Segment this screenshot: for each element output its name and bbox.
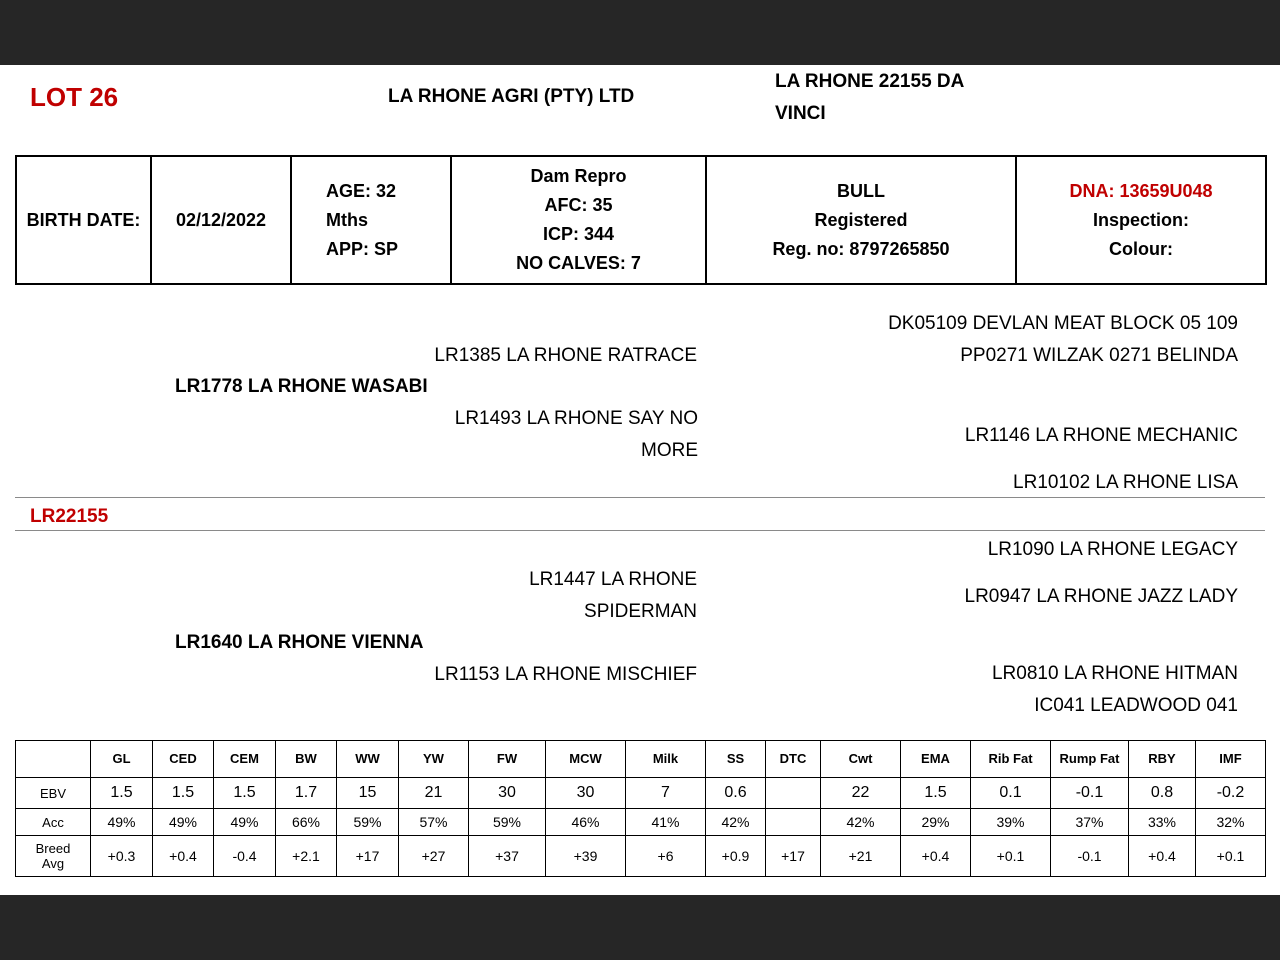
ebv-value-cell: -0.4 (214, 836, 276, 877)
afc-value: AFC: 35 (544, 195, 613, 215)
birth-date-value: 02/12/2022 (175, 209, 267, 230)
ebv-row-label: Acc (16, 809, 91, 836)
ebv-column-header: CEM (214, 741, 276, 778)
pedigree-dam-dam: LR1153 LA RHONE MISCHIEF (434, 664, 697, 685)
ebv-value-cell: 32% (1196, 809, 1266, 836)
colour-label: Colour: (1109, 238, 1173, 259)
ebv-value-cell: 0.1 (971, 778, 1051, 809)
pedigree-sire-dam-sire: LR1146 LA RHONE MECHANIC (964, 425, 1238, 446)
ebv-value-cell: 15 (337, 778, 399, 809)
ebv-column-header: WW (337, 741, 399, 778)
ebv-table (15, 740, 1266, 877)
ebv-value-cell: 30 (546, 778, 626, 809)
ebv-value-cell: 42% (821, 809, 901, 836)
reg-no-value: Reg. no: 8797265850 (772, 238, 950, 259)
birth-date-label: BIRTH DATE: (26, 209, 141, 230)
ebv-value-cell: +0.9 (706, 836, 766, 877)
ebv-column-header: GL (91, 741, 153, 778)
sex-value: BULL (837, 180, 885, 201)
pedigree-dam-sire: LR1447 LA RHONE SPIDERMAN (529, 569, 697, 622)
ebv-column-header: Cwt (821, 741, 901, 778)
ebv-value-cell: 1.5 (91, 778, 153, 809)
ebv-value-cell: -0.1 (1051, 778, 1129, 809)
birth-date-value-cell (151, 156, 291, 284)
ebv-value-cell: 37% (1051, 809, 1129, 836)
ebv-value-cell: +0.4 (153, 836, 214, 877)
ebv-value-cell: +17 (766, 836, 821, 877)
ebv-column-header: SS (706, 741, 766, 778)
ebv-value-cell: 21 (399, 778, 469, 809)
ebv-value-cell: +0.1 (971, 836, 1051, 877)
pedigree-dam-dam-sire: LR0810 LA RHONE HITMAN (991, 663, 1238, 684)
ebv-value-cell: 7 (626, 778, 706, 809)
ebv-value-cell: 59% (469, 809, 546, 836)
ebv-value-cell: 22 (821, 778, 901, 809)
pedigree-sire-sire-dam: PP0271 WILZAK 0271 BELINDA (960, 345, 1238, 366)
ebv-value-cell: 33% (1129, 809, 1196, 836)
ebv-value-cell: +0.1 (1196, 836, 1266, 877)
animal-title: LA RHONE 22155 DA VINCI (775, 71, 964, 124)
ebv-corner-cell (16, 741, 91, 778)
ebv-value-cell: +21 (821, 836, 901, 877)
ebv-row-acc (16, 809, 1266, 836)
ebv-value-cell: +0.4 (1129, 836, 1196, 877)
pedigree-dam-sire-sire: LR1090 LA RHONE LEGACY (987, 539, 1238, 560)
registration-cell (706, 156, 1016, 284)
pedigree-chart (0, 290, 1280, 735)
ebv-value-cell: +39 (546, 836, 626, 877)
company-name: LA RHONE AGRI (PTY) LTD (388, 86, 635, 107)
ebv-column-header: CED (153, 741, 214, 778)
dam-repro-title: Dam Repro (530, 166, 627, 186)
pedigree-sire-dam: LR1493 LA RHONE SAY NO MORE (454, 408, 698, 461)
lot-number: LOT 26 (30, 82, 119, 112)
ebv-value-cell: 30 (469, 778, 546, 809)
ebv-value-cell: 49% (153, 809, 214, 836)
pedigree-sire: LR1778 LA RHONE WASABI (175, 376, 428, 397)
ebv-column-header: FW (469, 741, 546, 778)
pedigree-dam-dam-dam: IC041 LEADWOOD 041 (1034, 695, 1238, 716)
ebv-value-cell: 49% (214, 809, 276, 836)
ebv-value-cell: 0.8 (1129, 778, 1196, 809)
ebv-value-cell: +37 (469, 836, 546, 877)
inspection-label: Inspection: (1092, 209, 1189, 230)
ebv-row-ebv (16, 778, 1266, 809)
ebv-row-breed-avg (16, 836, 1266, 877)
ebv-value-cell: 39% (971, 809, 1051, 836)
ebv-value-cell: -0.1 (1051, 836, 1129, 877)
ebv-value-cell: 57% (399, 809, 469, 836)
ebv-value-cell: +17 (337, 836, 399, 877)
pedigree-dam-sire-dam: LR0947 LA RHONE JAZZ LADY (964, 586, 1238, 607)
ebv-value-cell: +0.3 (91, 836, 153, 877)
registered-label: Registered (814, 209, 908, 230)
ebv-value-cell: 41% (626, 809, 706, 836)
ebv-header-row (16, 741, 1266, 778)
ebv-value-cell: 66% (276, 809, 337, 836)
ebv-column-header: DTC (766, 741, 821, 778)
ebv-column-header: RBY (1129, 741, 1196, 778)
info-table (15, 155, 1267, 285)
top-black-bar (0, 0, 1280, 65)
bottom-black-bar (0, 895, 1280, 960)
pedigree-sire-sire-sire: DK05109 DEVLAN MEAT BLOCK 05 109 (888, 313, 1238, 334)
pedigree-divider-top (15, 497, 1265, 498)
ebv-value-cell: 59% (337, 809, 399, 836)
ebv-value-cell (766, 778, 821, 809)
icp-value: ICP: 344 (542, 224, 615, 244)
ebv-column-header: Rump Fat (1051, 741, 1129, 778)
app-value: APP: SP (326, 238, 399, 259)
ebv-column-header: BW (276, 741, 337, 778)
ebv-column-header: Milk (626, 741, 706, 778)
ebv-value-cell: -0.2 (1196, 778, 1266, 809)
ebv-value-cell: 49% (91, 809, 153, 836)
ebv-value-cell: 29% (901, 809, 971, 836)
ebv-row-label: Breed Avg (16, 836, 91, 877)
ebv-value-cell: 1.5 (901, 778, 971, 809)
no-calves-value: NO CALVES: 7 (516, 253, 641, 273)
ebv-value-cell: 1.5 (153, 778, 214, 809)
ebv-column-header: Rib Fat (971, 741, 1051, 778)
ebv-value-cell: 1.7 (276, 778, 337, 809)
ebv-value-cell: 0.6 (706, 778, 766, 809)
age-value: AGE: 32 Mths (326, 180, 397, 230)
age-cell (291, 156, 451, 284)
birth-date-label-cell (16, 156, 151, 284)
animal-id: LR22155 (30, 506, 109, 527)
ebv-value-cell: 46% (546, 809, 626, 836)
dam-repro-cell (451, 156, 706, 284)
ebv-value-cell: +27 (399, 836, 469, 877)
pedigree-divider-bottom (15, 530, 1265, 531)
ebv-column-header: MCW (546, 741, 626, 778)
pedigree-sire-sire: LR1385 LA RHONE RATRACE (434, 345, 697, 366)
ebv-column-header: YW (399, 741, 469, 778)
ebv-column-header: IMF (1196, 741, 1266, 778)
ebv-value-cell: 1.5 (214, 778, 276, 809)
ebv-row-label: EBV (16, 778, 91, 809)
ebv-column-header: EMA (901, 741, 971, 778)
pedigree-dam: LR1640 LA RHONE VIENNA (175, 632, 424, 653)
ebv-value-cell: 42% (706, 809, 766, 836)
ebv-value-cell (766, 809, 821, 836)
ebv-value-cell: +0.4 (901, 836, 971, 877)
dna-value: DNA: 13659U048 (1069, 180, 1213, 201)
pedigree-sire-dam-dam: LR10102 LA RHONE LISA (1013, 472, 1238, 493)
ebv-value-cell: +2.1 (276, 836, 337, 877)
ebv-value-cell: +6 (626, 836, 706, 877)
dna-cell (1016, 156, 1266, 284)
